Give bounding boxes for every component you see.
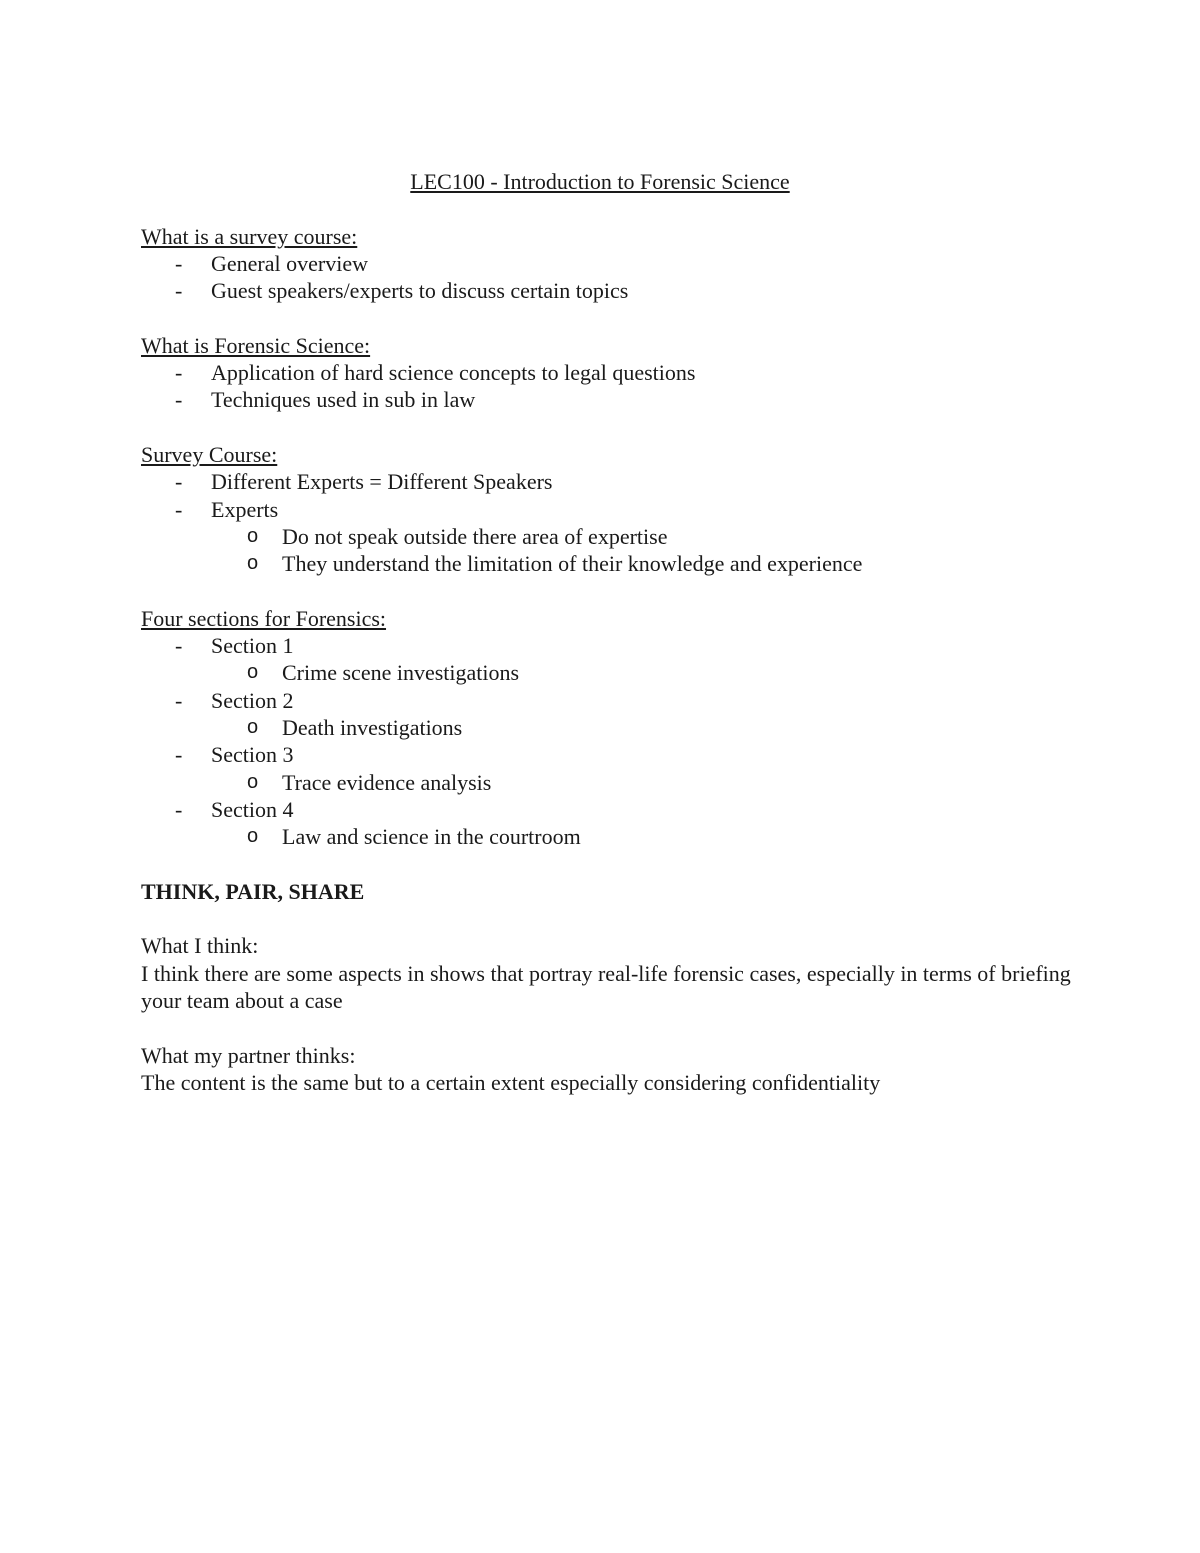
sub-list-item-text: Trace evidence analysis — [282, 769, 492, 795]
sub-list-item — [211, 659, 1071, 686]
sub-list-item-text: They understand the limitation of their knowledge and experience — [282, 551, 863, 577]
list-item — [141, 359, 1071, 386]
sub-bullet-list — [141, 823, 1071, 850]
sub-list-item-text: Crime scene investigations — [282, 660, 520, 686]
circle-bullet: o — [247, 770, 259, 793]
document-title: LEC100 - Introduction to Forensic Science — [410, 169, 790, 194]
list-item-text: Experts — [211, 496, 279, 522]
section-heading-forensic-science: What is Forensic Science: — [141, 332, 371, 358]
bullet-list — [141, 632, 1071, 850]
dash-bullet: - — [175, 496, 183, 522]
list-item — [141, 741, 1071, 796]
sub-bullet-list — [141, 523, 1071, 578]
bullet-list — [141, 359, 1071, 414]
sub-list-item — [211, 714, 1071, 741]
circle-bullet: o — [247, 825, 259, 848]
sub-list-item — [211, 550, 1071, 577]
spacer — [141, 577, 1071, 604]
circle-bullet: o — [247, 524, 259, 547]
what-i-think-label: What I think: — [141, 933, 259, 959]
spacer — [141, 1014, 1071, 1041]
sub-bullet-list — [141, 769, 1071, 796]
list-item — [141, 796, 1071, 851]
list-item-text: Different Experts = Different Speakers — [211, 469, 553, 495]
spacer — [141, 304, 1071, 331]
dash-bullet: - — [175, 633, 183, 659]
partner-thinks-text: The content is the same but to a certain extent especially considering confidentiality — [141, 1069, 881, 1095]
dash-bullet: - — [175, 742, 183, 768]
sub-list-item-text: Law and science in the courtroom — [282, 824, 581, 850]
sub-list-item — [211, 523, 1071, 550]
partner-thinks-label: What my partner thinks: — [141, 1042, 356, 1068]
bullet-list — [141, 468, 1071, 577]
section-heading-survey-course-2: Survey Course: — [141, 441, 278, 467]
list-item-text: Section 3 — [211, 742, 294, 768]
list-item-text: Application of hard science concepts to legal questions — [211, 360, 696, 386]
bullet-list — [141, 250, 1071, 305]
list-item — [141, 496, 1071, 578]
circle-bullet: o — [247, 552, 259, 575]
sub-list-item-text: Death investigations — [282, 714, 463, 740]
list-item-text: Section 4 — [211, 796, 294, 822]
sub-bullet-list — [141, 659, 1071, 686]
spacer — [141, 414, 1071, 441]
dash-bullet: - — [175, 796, 183, 822]
spacer — [141, 905, 1071, 932]
spacer — [141, 850, 1071, 877]
spacer — [141, 195, 1071, 222]
dash-bullet: - — [175, 250, 183, 276]
list-item-text: General overview — [211, 250, 368, 276]
think-pair-share-heading: THINK, PAIR, SHARE — [141, 878, 365, 904]
document-body — [141, 168, 1071, 1096]
what-i-think-text: I think there are some aspects in shows that portray real-life forensic cases, especially in terms of briefing your team about a case — [141, 960, 1071, 1013]
circle-bullet: o — [247, 715, 259, 738]
list-item — [141, 386, 1071, 413]
sub-list-item-text: Do not speak outside there area of expertise — [282, 523, 668, 549]
list-item — [141, 277, 1071, 304]
circle-bullet: o — [247, 661, 259, 684]
list-item-text: Section 2 — [211, 687, 294, 713]
dash-bullet: - — [175, 278, 183, 304]
list-item-text: Section 1 — [211, 633, 294, 659]
list-item — [141, 687, 1071, 742]
section-heading-four-sections: Four sections for Forensics: — [141, 605, 387, 631]
list-item — [141, 468, 1071, 495]
sub-list-item — [211, 823, 1071, 850]
dash-bullet: - — [175, 469, 183, 495]
dash-bullet: - — [175, 387, 183, 413]
list-item-text: Guest speakers/experts to discuss certain topics — [211, 278, 629, 304]
list-item — [141, 250, 1071, 277]
sub-bullet-list — [141, 714, 1071, 741]
sub-list-item — [211, 769, 1071, 796]
section-heading-survey-course: What is a survey course: — [141, 223, 358, 249]
dash-bullet: - — [175, 687, 183, 713]
dash-bullet: - — [175, 360, 183, 386]
list-item-text: Techniques used in sub in law — [211, 387, 476, 413]
list-item — [141, 632, 1071, 687]
